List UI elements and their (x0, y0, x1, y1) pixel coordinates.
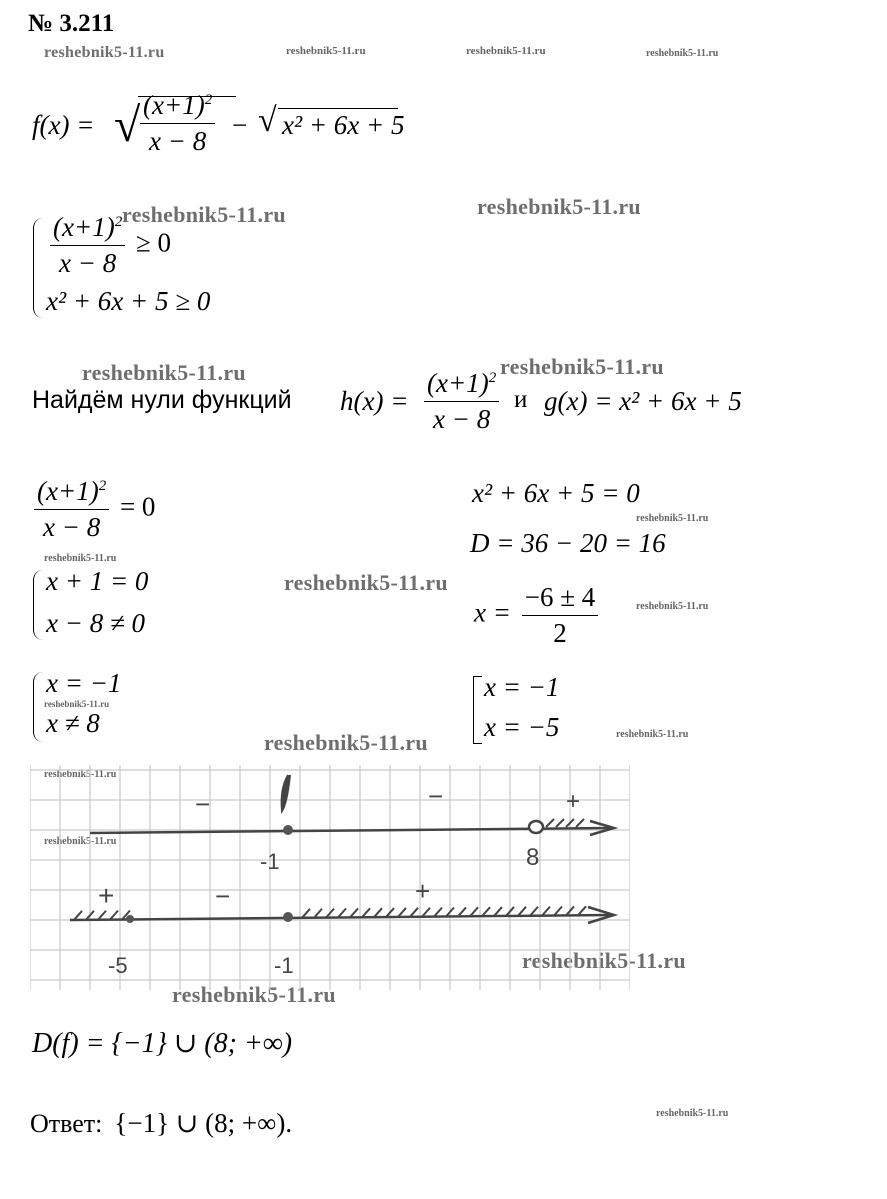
system2-brace (33, 570, 44, 640)
line2-sign-right: + (415, 876, 431, 906)
set-bracket (473, 676, 482, 744)
line1-label-a: -1 (260, 849, 280, 874)
line2-label-a: -5 (108, 953, 128, 978)
filled-point-neg5 (126, 915, 134, 923)
sqrt-sign: √ (114, 99, 141, 152)
watermark: reshebnik5-11.ru (636, 513, 709, 524)
watermark: reshebnik5-11.ru (646, 48, 719, 59)
watermark: reshebnik5-11.ru (82, 360, 246, 385)
function-root2: x² + 6x + 5 (282, 110, 405, 140)
problem-number: № 3.211 (28, 10, 115, 37)
eq-num: (x+1) (37, 476, 99, 506)
watermark: reshebnik5-11.ru (656, 1108, 729, 1119)
hatch-stroke (482, 907, 490, 916)
system2-row1: x + 1 = 0 (46, 566, 149, 596)
hatch-stroke (398, 908, 406, 917)
function-fraction: $\frac{(x+1)^2}{x - 8}$ (140, 90, 215, 157)
line2-label-b: -1 (274, 953, 294, 978)
hatch-stroke (470, 907, 478, 916)
hatch-stroke (542, 907, 550, 916)
hatch-stroke (374, 908, 382, 917)
answer-label: Ответ: (30, 1109, 103, 1138)
system1 (46, 212, 171, 279)
answer-text: {−1} ∪ (8; +∞). (114, 1108, 293, 1138)
watermark: reshebnik5-11.ru (264, 730, 428, 755)
set-row1: x = −1 (484, 672, 560, 702)
watermark: reshebnik5-11.ru (500, 354, 664, 379)
eq-den: x − 8 (42, 512, 101, 542)
g-expr: g(x) = x² + 6x + 5 (544, 386, 742, 416)
zeros-text: Найдём нули функций (32, 386, 292, 414)
eq-fraction: $\frac{(x+1)^2}{x - 8}$ (34, 476, 109, 543)
root-fraction (522, 582, 599, 649)
function-lhs: f(x) = (32, 110, 95, 140)
line1-sign-mid: − (428, 781, 444, 811)
domain-result: D(f) = {−1} ∪ (8; +∞) (32, 1028, 293, 1059)
roots-formula (474, 582, 602, 649)
system1-fraction: $\frac{(x+1)^2}{x - 8}$ (50, 212, 125, 279)
root-lhs: x = (474, 597, 511, 628)
watermark: reshebnik5-11.ru (477, 194, 641, 219)
line1-sign-left: − (195, 789, 211, 819)
system3-row2: x ≠ 8 (46, 708, 100, 738)
system3-row1: x = −1 (46, 668, 122, 698)
sqrt-bar-2 (278, 108, 398, 109)
sqrt-sign-2: √ (258, 102, 277, 139)
hatch-stroke (350, 908, 358, 917)
hatch-stroke (518, 907, 526, 916)
line2-sign-left: + (98, 880, 115, 911)
system3-brace (33, 672, 44, 742)
number-line-sketch (30, 765, 630, 990)
root-num: −6 ± 4 (522, 582, 599, 616)
discriminant: D = 36 − 20 = 16 (470, 528, 666, 558)
watermark: reshebnik5-11.ru (522, 948, 686, 973)
hatch-stroke (554, 907, 562, 916)
line2-sign-mid: − (215, 881, 231, 911)
watermark: reshebnik5-11.ru (44, 44, 165, 61)
h-fraction: $\frac{(x+1)^2}{x - 8}$ (424, 368, 499, 435)
hatch-stroke (578, 906, 586, 915)
hatch-stroke (494, 907, 502, 916)
hatching-line-1 (546, 819, 584, 827)
hatch-stroke (458, 907, 466, 916)
root-den: 2 (553, 618, 567, 648)
watermark: reshebnik5-11.ru (172, 982, 336, 1007)
system-brace (33, 218, 44, 318)
and-word: и (514, 386, 528, 413)
hatch-stroke (338, 909, 346, 918)
watermark: reshebnik5-11.ru (636, 601, 709, 612)
hatch-stroke (110, 911, 118, 920)
watermark: reshebnik5-11.ru (44, 836, 117, 847)
system1-den: x − 8 (58, 248, 117, 278)
function-minus: − (232, 110, 248, 140)
system1-rel: ≥ 0 (135, 227, 172, 258)
function-frac-den: x − 8 (148, 126, 207, 156)
watermark: reshebnik5-11.ru (466, 45, 546, 57)
function-frac-num: (x+1) (143, 90, 205, 120)
hatch-stroke (362, 908, 370, 917)
watermark: reshebnik5-11.ru (286, 45, 366, 57)
filled-point-neg1-b (283, 912, 293, 922)
hatch-stroke (410, 908, 418, 917)
system1-row2: x² + 6x + 5 ≥ 0 (46, 286, 211, 316)
eq-rhs: = 0 (119, 491, 156, 522)
quad-equation: x² + 6x + 5 = 0 (472, 478, 640, 508)
hatch-stroke (422, 908, 430, 917)
system1-num: (x+1) (53, 212, 115, 242)
h-num: (x+1) (427, 368, 489, 398)
h-lhs: h(x) = (340, 386, 409, 416)
watermark: reshebnik5-11.ru (44, 699, 110, 709)
open-point-8 (529, 821, 543, 833)
hatch-stroke (314, 909, 322, 918)
h-den: x − 8 (432, 404, 491, 434)
answer-line (30, 1108, 292, 1139)
line1-label-b: 8 (526, 844, 540, 871)
hatch-stroke (74, 911, 82, 920)
set-row2: x = −5 (484, 712, 560, 742)
watermark: reshebnik5-11.ru (44, 769, 117, 780)
eq-fraction-zero (30, 476, 155, 543)
spike-mark (282, 775, 290, 811)
hatch-stroke (434, 908, 442, 917)
watermark: reshebnik5-11.ru (616, 729, 689, 740)
hatch-stroke (98, 911, 106, 920)
watermark: reshebnik5-11.ru (44, 553, 117, 564)
system2-row2: x − 8 ≠ 0 (46, 608, 146, 638)
line1-sign-right: + (566, 788, 581, 815)
hatch-stroke (530, 907, 538, 916)
filled-point-neg1 (283, 825, 293, 835)
watermark: reshebnik5-11.ru (122, 202, 286, 227)
watermark: reshebnik5-11.ru (284, 570, 448, 595)
hatch-stroke (302, 909, 310, 918)
